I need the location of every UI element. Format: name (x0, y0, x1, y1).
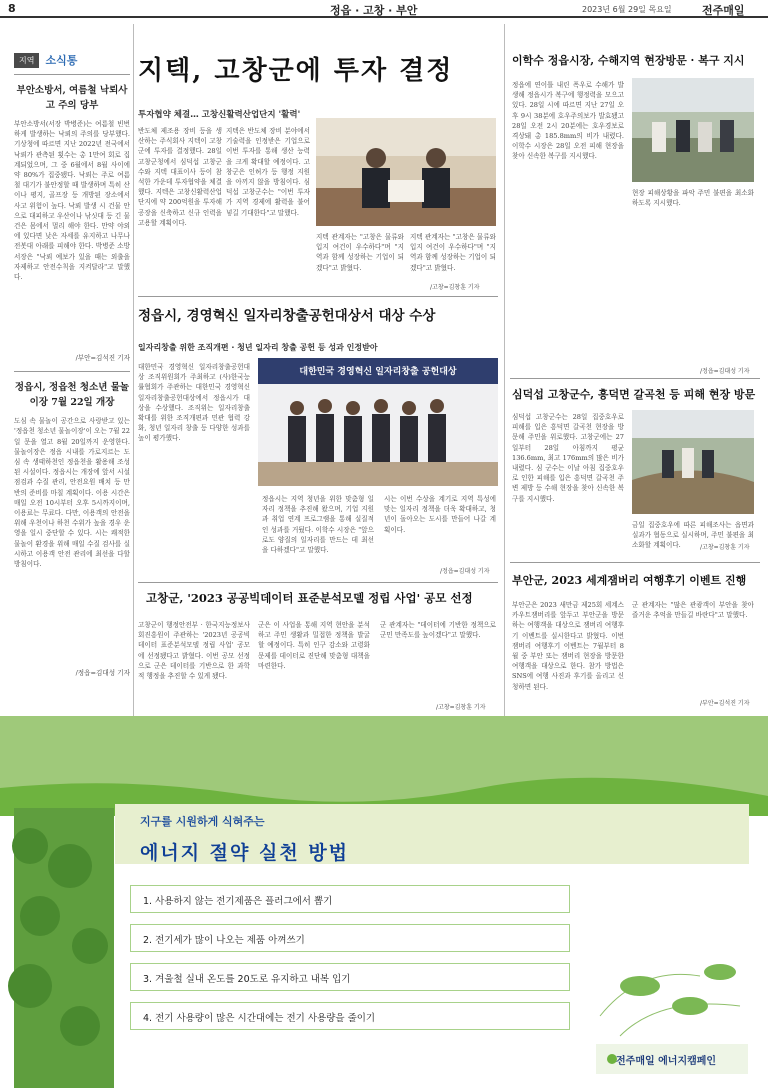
right-a3-headline: 부안군, 2023 세계잼버리 여행후기 이벤트 진행 (512, 574, 747, 587)
main-headline: 지텍, 고창군에 투자 결정 (138, 56, 454, 86)
right-a2-body-b: 금일 집중호우에 따른 피해조사는 읍면과 실과가 협동으로 실시하며, 주민 불편을 최소화할 계획이다. (632, 521, 754, 550)
paper-name: 전주매일 (702, 4, 745, 17)
divider (138, 582, 498, 583)
energy-tip-4: 4. 전기 사용량이 많은 시간대에는 전기 사용량을 줄이기 (130, 1002, 570, 1030)
award-banner-text: 대한민국 경영혁신 일자리창출 공헌대상 (299, 367, 457, 377)
page-header (0, 0, 768, 18)
article2-body-col1: 대한민국 경영혁신 일자리창출공헌대상 조직위원회가 주최하고 (사)한국능률협회가 주관하는 대한민국 경영혁신 일자리창출공헌대상에서 정읍시가 대상을 수상했다. 조직위는 일자리창출 확대를 위한 조직개편과 민관 협력 강화, 청년 일자리 창출 등 다양한 성과를 높이 평가했다. (138, 363, 250, 443)
article2-byline: /정읍=김대성 기자 (440, 568, 490, 575)
right-a1-headline: 이학수 정읍시장, 수해지역 현장방문 · 복구 지시 (512, 54, 745, 67)
brief2-byline: /정읍=김대성 기자 (75, 669, 130, 678)
divider (14, 74, 130, 75)
left-brief-column (14, 52, 130, 678)
energy-tip-1: 1. 사용하지 않는 전기제품은 플러그에서 뽑기 (130, 885, 570, 913)
main-body-col3: 지텍 관계자는 "고창은 물류와 입지 여건이 우수하다"며 "지역과 함께 성장하는 기업이 되겠다"고 밝혔다. (316, 233, 404, 272)
right-a3-body: 부안군은 2023 새만금 제25회 세계스카우트잼버리를 앞두고 부안군을 방문하는 여행객을 대상으로 잼버리 여행후기 이벤트를 실시한다고 밝혔다. 이번 잼버리 여행후기 이벤트는 7월부터 8월 중 부안 또는 잼버리 현장을 방문한 여행객을 대상으로 한다. 참가 방법은 SNS에 여행 사진과 후기를 올리고 신청하면 된다. (512, 601, 624, 691)
banner-title: 에너지 절약 실천 방법 (140, 842, 350, 864)
page-number: 8 (8, 2, 16, 15)
right-a3-byline: /부안=김석진 기자 (700, 700, 750, 707)
divider (14, 371, 130, 372)
article2-body-col2: 정읍시는 지역 청년을 위한 맞춤형 일자리 정책을 추진해 왔으며, 기업 지원과 취업 연계 프로그램을 통해 실질적인 성과를 거뒀다. 이학수 시장은 "앞으로도 양질의 일자리를 만드는 데 최선을 다하겠다"고 말했다. (262, 495, 374, 555)
signing-photo-illustration (316, 118, 496, 226)
main-byline: /고창=김창훈 기자 (430, 284, 480, 291)
right-a2-headline: 심덕섭 고창군수, 흥덕면 갈곡천 등 피해 현장 방문 (512, 388, 756, 401)
column-rule (133, 24, 134, 716)
right-a2-body: 심덕섭 고창군수는 28일 집중호우로 피해를 입은 흥덕면 갈곡천 현장을 방문해 주민을 위로했다. 고창군에는 27일부터 28일 아침까지 평균 136.6mm, 최고 176mm의 많은 비가 내렸다. 심 군수는 이날 아침 집중호우로 인한 피해를 입은 흥덕면 갈곡천 주변 제방 등 수해 현장을 찾아 신속한 복구를 지시했다. (512, 413, 624, 503)
main-body-col1: 반도체 제조용 장비 등을 생산하는 주식회사 지텍이 고창군에 투자를 결정했다. 28일 고창군청에서 심덕섭 고창군수와 지텍 대표이사 등이 참석한 가운데 투자협약을 체결했다. 지텍은 고창신활력산업단지에 약 200억원을 투자해 공장을 신축하고 신규 인력을 고용할 계획이다. (138, 127, 222, 227)
article3-body-col1: 고창군이 행정안전부 · 한국지능정보사회진흥원이 주관하는 '2023년 공공빅데이터 표준분석모델 정립 사업' 공모에 선정됐다고 밝혔다. 이번 공모 선정으로 군은 데이터를 기반으로 한 과학적 행정을 추진할 수 있게 됐다. (138, 621, 250, 681)
article3-byline: /고창=김창훈 기자 (436, 704, 486, 711)
brief1-body: 부안소방서(서장 박병준)는 여름철 빈번하게 발생하는 낙뢰의 주의를 당부했다. 기상청에 따르면 지난 2022년 전국에서 낙뢰가 관측된 횟수는 총 1만여 회로 집계되었으며, 그 중 6월에서 8월 사이에 약 80%가 집중됐다. 낙뢰는 주로 여름철 대기가 불안정할 때 발생하며 특히 산이나 평지, 골프장 등 개방된 장소에서 사고 위험이 높다. 낙뢰 발생 시 건물 안으로 대피하고 우산이나 낚싯대 등 긴 물건은 몸에서 멀리 해야 한다. 만약 야외에 있다면 낮은 자세를 유지하고 나무나 전봇대 아래를 피해야 한다. 박병준 소방서장은 "낙뢰 예보가 있을 때는 외출을 자제하고 안전수칙을 지켜달라"고 말했다. (14, 120, 130, 282)
tag-label: 지역 (14, 53, 39, 68)
article3-body-col3: 군 관계자는 "데이터에 기반한 정책으로 군민 만족도를 높이겠다"고 말했다. (380, 621, 496, 640)
right-a1-body: 정읍에 연이틀 내린 폭우로 수해가 발생해 정읍시가 복구에 행정력을 모으고 있다. 28일 시에 따르면 지난 27일 오후 9시 38분에 호우주의보가 발효됐고 28일 오전 2시 20분에는 호우경보로 격상돼 총 185.8mm의 비가 내렸다. 이학수 시장은 28일 오전 피해 현장을 찾아 신속한 복구를 지시했다. (512, 81, 624, 161)
issue-date: 2023년 6월 29일 목요일 (582, 5, 672, 14)
brief1-title: 부안소방서, 여름철 낙뢰사고 주의 당부 (16, 85, 128, 111)
signing-photo (316, 118, 496, 226)
main-body-col2: 지텍은 반도체 장비 분야에서 기술력을 인정받은 기업으로 이번 투자를 통해 생산 능력을 크게 확대할 예정이다. 고창군은 인허가 등 행정 지원을 아끼지 않을 방침이다. 심덕섭 고창군수는 "이번 투자가 지역 경제에 활력을 불어넣길 기대한다"고 말했다. (226, 127, 310, 217)
river-site-photo-illustration (632, 410, 754, 514)
section-title: 정읍 · 고창 · 부안 (330, 4, 418, 17)
flood-site-photo-illustration (632, 78, 754, 182)
right-a1-caption: 현장 피해상황을 파악 주민 불편을 최소화하도록 지시했다. (632, 189, 754, 208)
main-body-col4: 지텍 관계자는 "고창은 물류와 입지 여건이 우수하다"며 "지역과 함께 성장하는 기업이 되겠다"고 밝혔다. (410, 233, 496, 272)
section-tag (14, 52, 130, 68)
brief1-byline: /부안=김석진 기자 (75, 354, 130, 362)
right-a1-byline: /정읍=김대성 기자 (700, 368, 750, 375)
award-photo-illustration (258, 358, 498, 486)
river-site-photo (632, 410, 754, 514)
energy-tip-2: 2. 전기세가 많이 나오는 제품 아껴쓰기 (130, 924, 570, 952)
banner-subtitle: 지구를 시원하게 식혀주는 (140, 815, 265, 828)
article3-headline: 고창군, '2023 공공빅데이터 표준분석모델 정립 사업' 공모 선정 (146, 591, 473, 605)
banner-footer: 전주매일 에너지캠페인 (616, 1056, 717, 1067)
divider (510, 562, 760, 563)
article3-body-col2: 군은 이 사업을 통해 지역 현안을 분석하고 주민 생활과 밀접한 정책을 발굴할 예정이다. 특히 인구 감소와 고령화 문제를 데이터로 진단해 맞춤형 대책을 마련한다. (258, 621, 370, 670)
main-subhead: 투자협약 체결… 고창신활력산업단지 '활력' (138, 110, 301, 120)
brief2-title: 정읍시, 정읍천 청소년 물놀이장 7월 22일 개장 (14, 382, 130, 409)
divider (510, 378, 760, 379)
article2-headline: 정읍시, 경영혁신 일자리창출공헌대상서 대상 수상 (138, 308, 436, 324)
energy-tip-3: 3. 겨울철 실내 온도를 20도로 유지하고 내복 입기 (130, 963, 570, 991)
article2-body-col3: 시는 이번 수상을 계기로 지역 특성에 맞는 일자리 정책을 더욱 확대하고, 청년이 돌아오는 도시를 만들어 나갈 계획이다. (384, 495, 496, 534)
award-photo (258, 358, 498, 486)
tag-title: 소식통 (45, 54, 78, 67)
divider (138, 296, 498, 297)
flood-site-photo (632, 78, 754, 182)
brief2-body: 도심 속 물놀이 공간으로 사랑받고 있는 '정읍천 청소년 물놀이장'이 오는 7월 22일 문을 열고 8월 20일까지 운영한다. 물놀이장은 정읍 시내를 가로지르는 도심 속 생태하천인 정읍천을 활용해 조성된 시설이다. 정읍시는 개장에 앞서 시설 점검과 수질 관리, 안전요원 배치 등 만반의 준비를 마칠 계획이다. 이용 시간은 매일 오전 10시부터 오후 5시까지이며, 이용료는 무료다. 다만, 이용객의 안전을 위해 우천이나 하천 수위가 높을 경우 운영을 일시 중단할 수 있다. 시는 쾌적한 물놀이 환경을 위해 매일 수질 검사를 실시하고 이용객 안전 관리에 최선을 다할 방침이다. (14, 417, 130, 569)
right-a3-body-b: 군 관계자는 "많은 관광객이 부안을 찾아 즐거운 추억을 만들길 바란다"고 말했다. (632, 601, 754, 620)
column-rule (504, 24, 505, 716)
article2-subhead: 일자리창출 위한 조직개편 · 청년 일자리 창출 공헌 등 성과 인정받아 (138, 343, 378, 352)
right-a2-byline: /고창=김창훈 기자 (700, 544, 750, 551)
